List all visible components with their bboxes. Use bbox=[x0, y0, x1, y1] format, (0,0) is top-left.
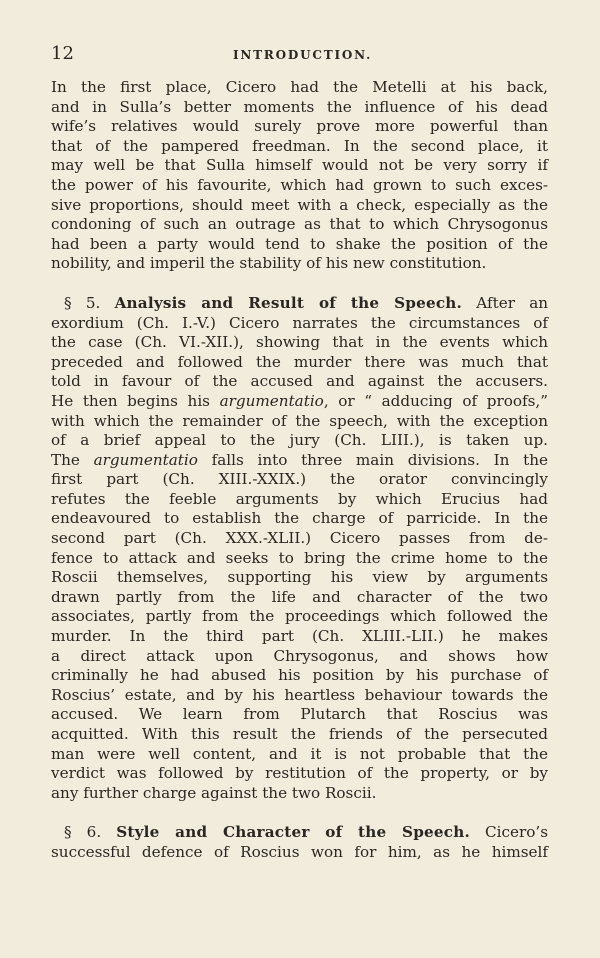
text-line: had been a party would tend to shake the position of the bbox=[51, 234, 548, 253]
page-number: 12 bbox=[51, 43, 74, 64]
text-line: first part (Ch. XIII.-XXIX.) the orator convincingly bbox=[51, 470, 548, 489]
paragraph-1 bbox=[51, 78, 548, 274]
section-lead-text: After an bbox=[476, 293, 549, 312]
section-heading-line bbox=[51, 823, 548, 843]
section-6-paragraph bbox=[51, 823, 548, 862]
running-head: INTRODUCTION. bbox=[233, 48, 373, 62]
text-line-with-italic bbox=[51, 392, 548, 412]
text-line: wife’s relatives would surely prove more powerful than bbox=[51, 117, 548, 136]
text-line: second part (Ch. XXX.-XLII.) Cicero passes from de- bbox=[51, 529, 548, 548]
text-line: condoning of such an outrage as that to which Chrysogonus bbox=[51, 215, 548, 234]
text-line: criminally he had abused his position by his purchase of bbox=[51, 666, 548, 685]
text-line: accused. We learn from Plutarch that Roscius was bbox=[51, 705, 548, 724]
italic-term: argumentatio bbox=[93, 450, 198, 469]
text-line: told in favour of the accused and against the accusers. bbox=[51, 372, 548, 391]
text-line: the power of his favourite, which had grown to such exces- bbox=[51, 175, 548, 194]
text-line: endeavoured to establish the charge of parricide. In the bbox=[51, 509, 548, 528]
text-line: Roscius’ estate, and by his heartless behaviour towards the bbox=[51, 685, 548, 704]
text-line: the case (Ch. VI.-XII.), showing that in the events which bbox=[51, 333, 548, 352]
section-title: Analysis and Result of the Speech. bbox=[114, 293, 463, 312]
text-line: Roscii themselves, supporting his view by arguments bbox=[51, 568, 548, 587]
text-line: and in Sulla’s better moments the influence of his dead bbox=[51, 97, 548, 116]
text-line: a direct attack upon Chrysogonus, and shows how bbox=[51, 646, 548, 665]
section-number: § 5. bbox=[64, 293, 101, 312]
text-line: of a brief appeal to the jury (Ch. LIII.), is taken up. bbox=[51, 431, 548, 450]
text-segment: The bbox=[51, 450, 94, 469]
text-line-with-italic bbox=[51, 451, 548, 471]
section-heading-line bbox=[51, 294, 548, 314]
text-line: fence to attack and seeks to bring the crime home to the bbox=[51, 548, 548, 567]
text-line: with which the remainder of the speech, with the exception bbox=[51, 411, 548, 430]
text-line: In the first place, Cicero had the Metelli at his back, bbox=[51, 78, 548, 96]
section-number: § 6. bbox=[64, 823, 102, 842]
text-line: any further charge against the two Roscii. bbox=[51, 783, 377, 802]
italic-term: argumentatio bbox=[219, 391, 324, 410]
text-line: associates, partly from the proceedings which followed the bbox=[51, 607, 548, 626]
text-line: acquitted. With this result the friends of the persecuted bbox=[51, 725, 548, 743]
text-line: sive proportions, should meet with a check, especially as the bbox=[51, 195, 548, 214]
text-line: murder. In the third part (Ch. XLIII.-LII.) he makes bbox=[51, 627, 548, 646]
text-segment: falls into three main divisions. In the bbox=[197, 450, 548, 469]
text-line: nobility, and imperil the stability of his new constitution. bbox=[51, 254, 487, 273]
text-line: preceded and followed the murder there was much that bbox=[51, 352, 548, 371]
section-5-paragraph bbox=[51, 294, 548, 803]
text-line: man were well content, and it is not probable that the bbox=[51, 744, 548, 763]
text-line: verdict was followed by restitution of the property, or by bbox=[51, 764, 548, 783]
text-line: drawn partly from the life and character of the two bbox=[51, 587, 548, 606]
section-lead-text: Cicero’s bbox=[485, 823, 549, 842]
text-line: may well be that Sulla himself would not be very sorry if bbox=[51, 156, 548, 175]
text-line: that of the pampered freedman. In the second place, it bbox=[51, 136, 548, 155]
text-segment: , or “ adducing of proofs,” bbox=[323, 391, 549, 410]
section-title: Style and Character of the Speech. bbox=[116, 823, 470, 842]
page-header bbox=[51, 42, 548, 66]
text-segment: He then begins his bbox=[51, 391, 220, 410]
body-text bbox=[51, 78, 548, 863]
text-line: successful defence of Roscius won for him, as he himself bbox=[51, 842, 548, 861]
text-line: refutes the feeble arguments by which Erucius had bbox=[51, 489, 548, 508]
text-line: exordium (Ch. I.-V.) Cicero narrates the circumstances of bbox=[51, 313, 548, 332]
